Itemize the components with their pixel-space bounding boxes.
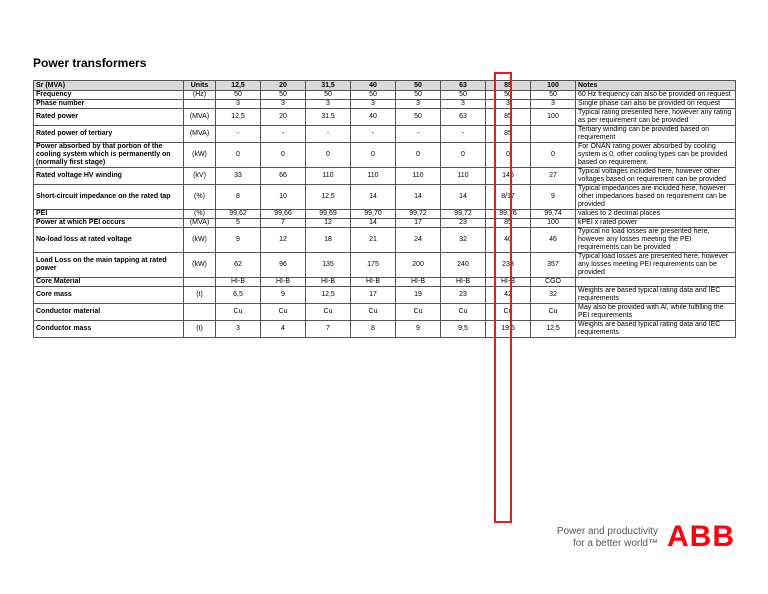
value-cell: 8/17	[486, 185, 531, 210]
value-cell: 0	[306, 143, 351, 168]
transformer-table-container	[33, 80, 735, 338]
note-cell: Weights are based typical rating data and IEC requirements	[576, 287, 736, 304]
note-cell: Typical no load losses are presented here, however any losses meeting the PEI requirements can be provided	[576, 228, 736, 253]
value-cell: HI-B	[486, 278, 531, 287]
parameter-cell: Core Material	[34, 278, 184, 287]
value-cell: 9	[531, 185, 576, 210]
tagline-line-2: for a better world™	[572, 538, 658, 549]
note-cell: For ONAN rating power absorbed by cooling system is 0, other cooling types can be provided based on requirement.	[576, 143, 736, 168]
value-cell: 33	[216, 168, 261, 185]
value-cell: 3	[261, 100, 306, 109]
tagline-line-1: Power and productivity	[556, 526, 658, 537]
value-cell: HI-B	[306, 278, 351, 287]
table-body	[34, 91, 736, 338]
value-cell: 50	[351, 91, 396, 100]
value-cell: 0	[441, 143, 486, 168]
unit-cell	[184, 100, 216, 109]
parameter-cell: Conductor mass	[34, 321, 184, 338]
note-cell: May also be provided with Al, while fulfilling the PEI requirements	[576, 304, 736, 321]
table-row	[34, 185, 736, 210]
value-cell: Cu	[396, 304, 441, 321]
table-row	[34, 228, 736, 253]
table-row	[34, 219, 736, 228]
value-cell: Cu	[531, 304, 576, 321]
value-cell: Cu	[216, 304, 261, 321]
parameter-cell: Short-circuit impedance on the rated tap	[34, 185, 184, 210]
value-cell: 3	[531, 100, 576, 109]
value-cell: 110	[351, 168, 396, 185]
value-cell: 238	[486, 253, 531, 278]
parameter-cell: Phase number	[34, 100, 184, 109]
value-cell	[531, 126, 576, 143]
value-cell: 135	[306, 253, 351, 278]
value-cell: -	[396, 126, 441, 143]
value-cell: 110	[396, 168, 441, 185]
value-cell: 50	[306, 91, 351, 100]
value-cell: 5	[216, 219, 261, 228]
value-cell: 3	[396, 100, 441, 109]
table-row	[34, 143, 736, 168]
value-cell: 12,5	[306, 185, 351, 210]
value-cell: 0	[486, 143, 531, 168]
value-cell: 0	[216, 143, 261, 168]
value-cell: 50	[486, 91, 531, 100]
value-cell: 99,66	[261, 210, 306, 219]
table-row	[34, 287, 736, 304]
value-cell: 23	[441, 219, 486, 228]
page-title: Power transformers	[33, 56, 147, 70]
value-cell: 19,5	[486, 321, 531, 338]
value-cell: 200	[396, 253, 441, 278]
value-cell: 99,74	[531, 210, 576, 219]
value-cell: 100	[531, 219, 576, 228]
value-cell: -	[351, 126, 396, 143]
value-cell: -	[261, 126, 306, 143]
value-cell: 21	[351, 228, 396, 253]
value-cell: 99,72	[396, 210, 441, 219]
value-cell: 85	[486, 219, 531, 228]
transformer-spec-table	[33, 80, 736, 338]
value-cell: 9,5	[441, 321, 486, 338]
note-cell	[576, 278, 736, 287]
value-cell: 99,76	[486, 210, 531, 219]
parameter-cell: No-load loss at rated voltage	[34, 228, 184, 253]
value-cell: 23	[441, 287, 486, 304]
unit-cell	[184, 278, 216, 287]
value-cell: -	[441, 126, 486, 143]
value-cell: 12,5	[531, 321, 576, 338]
table-row	[34, 253, 736, 278]
value-cell: 175	[351, 253, 396, 278]
value-cell: Cu	[261, 304, 306, 321]
value-cell: 12	[261, 228, 306, 253]
column-header-param: Sr (MVA)	[34, 81, 184, 91]
value-cell: 99,70	[351, 210, 396, 219]
value-cell: 50	[396, 91, 441, 100]
value-cell: 0	[531, 143, 576, 168]
unit-cell: (kW)	[184, 143, 216, 168]
value-cell: 50	[441, 91, 486, 100]
parameter-cell: Load Loss on the main tapping at rated power	[34, 253, 184, 278]
value-cell: Cu	[351, 304, 396, 321]
unit-cell: (t)	[184, 321, 216, 338]
table-row	[34, 168, 736, 185]
parameter-cell: Rated power of tertiary	[34, 126, 184, 143]
table-row	[34, 100, 736, 109]
value-cell: 6,5	[216, 287, 261, 304]
value-cell: 3	[486, 100, 531, 109]
value-cell: 17	[351, 287, 396, 304]
value-cell: 0	[396, 143, 441, 168]
value-cell: HI-B	[261, 278, 306, 287]
parameter-cell: Rated voltage HV winding	[34, 168, 184, 185]
note-cell: values to 2 decimal places	[576, 210, 736, 219]
value-cell: 17	[396, 219, 441, 228]
table-row	[34, 321, 736, 338]
value-cell: 110	[441, 168, 486, 185]
value-cell: 357	[531, 253, 576, 278]
value-cell: 31,5	[306, 109, 351, 126]
column-header-rating: 85	[486, 81, 531, 91]
value-cell: 9	[396, 321, 441, 338]
value-cell: 10	[261, 185, 306, 210]
table-row	[34, 126, 736, 143]
value-cell: 14	[441, 185, 486, 210]
unit-cell: (%)	[184, 185, 216, 210]
note-cell: kPEI x rated power	[576, 219, 736, 228]
value-cell: 7	[261, 219, 306, 228]
value-cell: CGO	[531, 278, 576, 287]
value-cell: 50	[396, 109, 441, 126]
unit-cell: (kW)	[184, 228, 216, 253]
value-cell: 14	[396, 185, 441, 210]
note-cell: Weights are based typical rating data and IEC requirements	[576, 321, 736, 338]
note-cell: Typical load losses are presented here, however any losses meeting PEI requirements can be provided	[576, 253, 736, 278]
value-cell: 50	[531, 91, 576, 100]
value-cell: 12,5	[216, 109, 261, 126]
column-header-units: Units	[184, 81, 216, 91]
value-cell: 3	[306, 100, 351, 109]
parameter-cell: Core mass	[34, 287, 184, 304]
column-header-rating: 100	[531, 81, 576, 91]
value-cell: 32	[441, 228, 486, 253]
value-cell: 42	[486, 287, 531, 304]
value-cell: 99,62	[216, 210, 261, 219]
unit-cell: (%)	[184, 210, 216, 219]
value-cell: 32	[531, 287, 576, 304]
abb-logo	[667, 520, 735, 555]
value-cell: 9	[216, 228, 261, 253]
value-cell: 8	[351, 321, 396, 338]
value-cell: 3	[351, 100, 396, 109]
parameter-cell: Frequency	[34, 91, 184, 100]
note-cell: 60 Hz frequency can also be provided on request	[576, 91, 736, 100]
value-cell: 20	[261, 109, 306, 126]
value-cell: 8	[216, 185, 261, 210]
value-cell: 96	[261, 253, 306, 278]
value-cell: -	[216, 126, 261, 143]
svg-text:ABB: ABB	[667, 520, 735, 550]
value-cell: 110	[306, 168, 351, 185]
column-header-rating: 40	[351, 81, 396, 91]
table-row	[34, 278, 736, 287]
value-cell: 7	[306, 321, 351, 338]
value-cell: 99,72	[441, 210, 486, 219]
value-cell: 46	[531, 228, 576, 253]
column-header-rating: 31,5	[306, 81, 351, 91]
unit-cell	[184, 304, 216, 321]
value-cell: 40	[486, 228, 531, 253]
value-cell: 12	[306, 219, 351, 228]
note-cell: Typical impedances are included here, however other impedances based on requirement can be provided	[576, 185, 736, 210]
value-cell: 50	[261, 91, 306, 100]
value-cell: 14	[351, 219, 396, 228]
note-cell: Tertiary winding can be provided based on requirement	[576, 126, 736, 143]
value-cell: Cu	[306, 304, 351, 321]
value-cell: 4	[261, 321, 306, 338]
column-header-rating: 12,5	[216, 81, 261, 91]
table-row	[34, 109, 736, 126]
value-cell: 100	[531, 109, 576, 126]
note-cell: Typical voltages included here, however other voltages based on requirement can be provided	[576, 168, 736, 185]
value-cell: 12,5	[306, 287, 351, 304]
note-cell: Typical rating presented here, however any rating as per requirement can be provided	[576, 109, 736, 126]
unit-cell: (kV)	[184, 168, 216, 185]
value-cell: 3	[216, 100, 261, 109]
unit-cell: (kW)	[184, 253, 216, 278]
parameter-cell: Conductor material	[34, 304, 184, 321]
value-cell: 3	[441, 100, 486, 109]
value-cell: 0	[261, 143, 306, 168]
parameter-cell: Power at which PEI occurs	[34, 219, 184, 228]
value-cell: Cu	[486, 304, 531, 321]
value-cell: 24	[396, 228, 441, 253]
value-cell: 66	[261, 168, 306, 185]
value-cell: HI-B	[216, 278, 261, 287]
value-cell: HI-B	[441, 278, 486, 287]
value-cell: 14	[351, 185, 396, 210]
value-cell: 99,69	[306, 210, 351, 219]
value-cell: 62	[216, 253, 261, 278]
unit-cell: (t)	[184, 287, 216, 304]
value-cell: 40	[351, 109, 396, 126]
parameter-cell: Rated power	[34, 109, 184, 126]
parameter-cell: Power absorbed by that portion of the cooling system which is permanently on (normally first stage)	[34, 143, 184, 168]
value-cell: 63	[441, 109, 486, 126]
table-row	[34, 304, 736, 321]
value-cell: 18	[306, 228, 351, 253]
unit-cell: (MVA)	[184, 109, 216, 126]
value-cell: 0	[351, 143, 396, 168]
value-cell: 3	[216, 321, 261, 338]
unit-cell: (MVA)	[184, 219, 216, 228]
parameter-cell: PEI	[34, 210, 184, 219]
value-cell: 145	[486, 168, 531, 185]
value-cell: HI-B	[396, 278, 441, 287]
value-cell: 85	[486, 126, 531, 143]
value-cell: 85	[486, 109, 531, 126]
column-header-rating: 20	[261, 81, 306, 91]
value-cell: 19	[396, 287, 441, 304]
table-row	[34, 210, 736, 219]
value-cell: 240	[441, 253, 486, 278]
column-header-rating: 50	[396, 81, 441, 91]
table-header-row	[34, 81, 736, 91]
value-cell: -	[306, 126, 351, 143]
note-cell: Single phase can also be provided on request	[576, 100, 736, 109]
table-row	[34, 91, 736, 100]
value-cell: 50	[216, 91, 261, 100]
column-header-rating: 63	[441, 81, 486, 91]
value-cell: 27	[531, 168, 576, 185]
value-cell: 9	[261, 287, 306, 304]
abb-logo-icon	[667, 520, 735, 550]
footer-tagline	[557, 526, 658, 550]
unit-cell: (Hz)	[184, 91, 216, 100]
column-header-notes: Notes	[576, 81, 736, 91]
value-cell: HI-B	[351, 278, 396, 287]
value-cell: Cu	[441, 304, 486, 321]
unit-cell: (MVA)	[184, 126, 216, 143]
